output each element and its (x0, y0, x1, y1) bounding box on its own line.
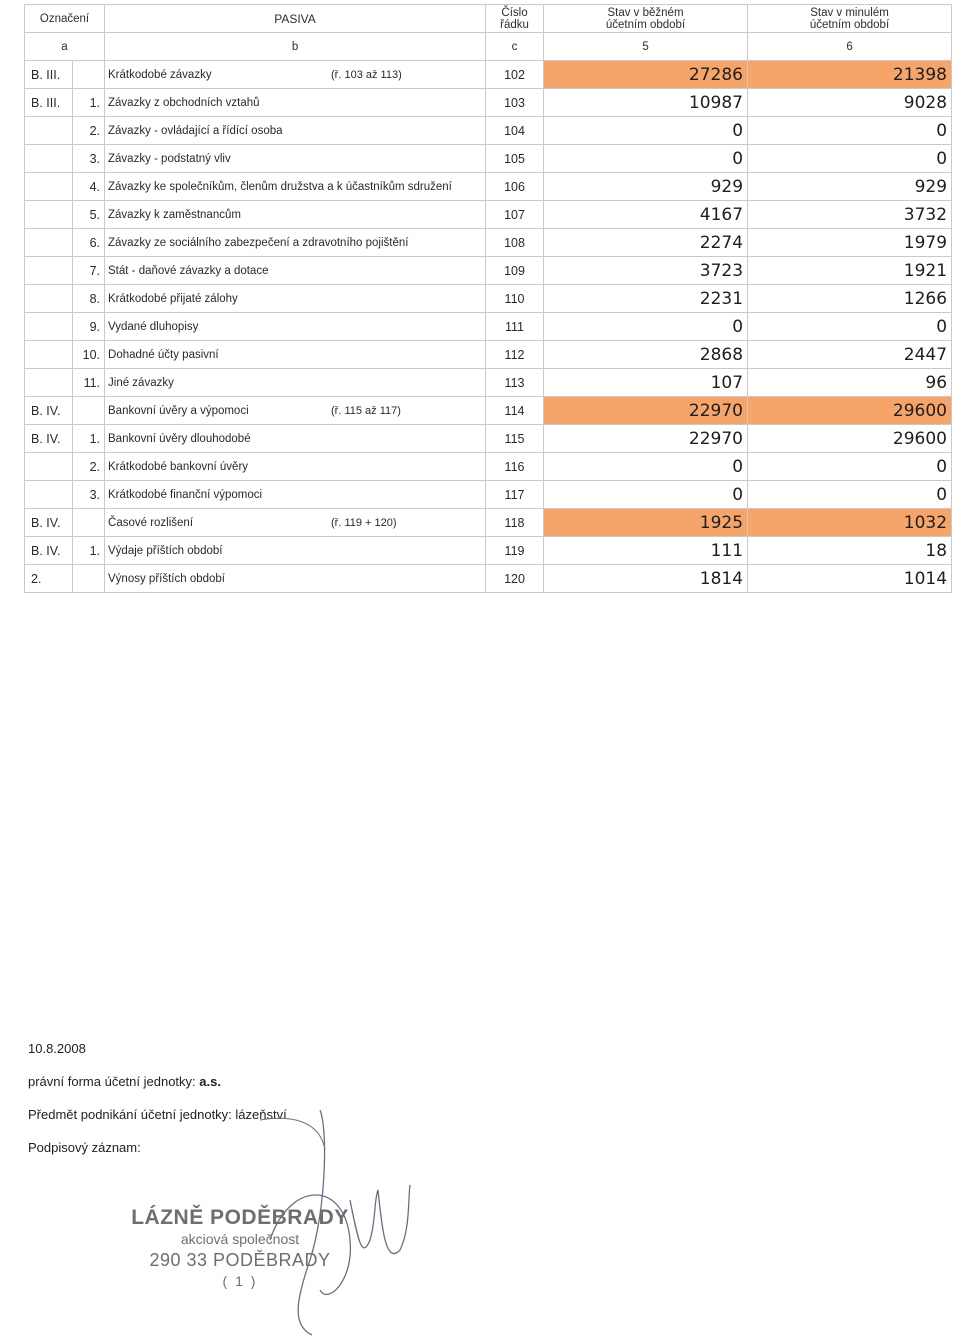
row-designation: B. IV. (25, 509, 73, 537)
row-previous-value: 29600 (748, 397, 952, 425)
row-label-text: Výdaje příštích období (108, 544, 223, 557)
header-sub-c: c (486, 33, 544, 61)
row-label (105, 257, 486, 285)
handwritten-signature (250, 1090, 430, 1340)
row-item-number (73, 565, 105, 593)
row-item-number: 10. (73, 341, 105, 369)
table-row (25, 285, 952, 313)
row-label-text: Závazky - podstatný vliv (108, 152, 231, 165)
row-previous-value: 3732 (748, 201, 952, 229)
row-current-value: 10987 (544, 89, 748, 117)
row-current-value: 0 (544, 313, 748, 341)
row-previous-value: 1266 (748, 285, 952, 313)
row-line-number: 103 (486, 89, 544, 117)
row-previous-value: 18 (748, 537, 952, 565)
row-current-value: 27286 (544, 61, 748, 89)
legal-form-label: právní forma účetní jednotky: (28, 1074, 196, 1089)
row-item-number: 3. (73, 145, 105, 173)
header-sub-6: 6 (748, 33, 952, 61)
row-label (105, 61, 486, 89)
signature-label: Podpisový záznam: (28, 1140, 141, 1155)
row-label (105, 565, 486, 593)
row-label (105, 537, 486, 565)
row-line-number: 111 (486, 313, 544, 341)
report-date: 10.8.2008 (28, 1041, 86, 1056)
row-line-number: 102 (486, 61, 544, 89)
table-row (25, 117, 952, 145)
row-previous-value: 1014 (748, 565, 952, 593)
row-label (105, 229, 486, 257)
header-row-number: Číslo řádku (486, 5, 544, 33)
row-current-value: 111 (544, 537, 748, 565)
row-previous-value: 29600 (748, 425, 952, 453)
row-designation (25, 257, 73, 285)
row-label (105, 313, 486, 341)
row-item-number (73, 397, 105, 425)
row-previous-value: 0 (748, 481, 952, 509)
table-row (25, 89, 952, 117)
row-current-value: 22970 (544, 397, 748, 425)
row-previous-value: 1032 (748, 509, 952, 537)
table-row (25, 397, 952, 425)
row-line-number: 104 (486, 117, 544, 145)
row-label (105, 369, 486, 397)
header-previous-period: Stav v minulém účetním období (748, 5, 952, 33)
row-current-value: 0 (544, 117, 748, 145)
business-subject (28, 1107, 287, 1122)
table-row (25, 453, 952, 481)
row-line-number: 118 (486, 509, 544, 537)
row-designation (25, 173, 73, 201)
row-reference: (ř. 115 až 117) (331, 404, 401, 417)
business-subject-value: lázeňství (235, 1107, 287, 1122)
stamp-line-3: 290 33 PODĚBRADY (149, 1250, 331, 1270)
row-line-number: 107 (486, 201, 544, 229)
row-designation: B. III. (25, 89, 73, 117)
table-row (25, 229, 952, 257)
row-label-text: Jiné závazky (108, 376, 174, 389)
row-line-number: 109 (486, 257, 544, 285)
row-item-number: 9. (73, 313, 105, 341)
row-label (105, 509, 486, 537)
row-designation (25, 369, 73, 397)
table-row (25, 201, 952, 229)
row-designation (25, 229, 73, 257)
row-designation (25, 453, 73, 481)
table-row (25, 509, 952, 537)
row-current-value: 4167 (544, 201, 748, 229)
row-line-number: 114 (486, 397, 544, 425)
stamp-line-2: akciová společnost (180, 1231, 300, 1247)
row-label-text: Bankovní úvěry a výpomoci (108, 404, 249, 417)
row-label (105, 397, 486, 425)
row-item-number: 4. (73, 173, 105, 201)
row-item-number: 6. (73, 229, 105, 257)
header-designation: Označení (25, 5, 105, 33)
row-label (105, 145, 486, 173)
row-designation: 2. (25, 565, 73, 593)
header-liabilities: PASIVA (105, 5, 486, 33)
row-line-number: 119 (486, 537, 544, 565)
row-designation: B. IV. (25, 397, 73, 425)
row-current-value: 1814 (544, 565, 748, 593)
stamp-line-1: LÁZNĚ PODĚBRADY (131, 1206, 349, 1229)
row-label (105, 201, 486, 229)
row-label-text: Výnosy příštích období (108, 572, 225, 585)
table-row (25, 481, 952, 509)
table-row (25, 61, 952, 89)
table-row (25, 425, 952, 453)
row-current-value: 0 (544, 453, 748, 481)
row-previous-value: 0 (748, 313, 952, 341)
row-previous-value: 21398 (748, 61, 952, 89)
row-reference: (ř. 119 + 120) (331, 516, 397, 529)
row-label (105, 285, 486, 313)
row-label (105, 425, 486, 453)
row-line-number: 115 (486, 425, 544, 453)
row-designation (25, 313, 73, 341)
row-label (105, 173, 486, 201)
row-label (105, 117, 486, 145)
row-item-number: 11. (73, 369, 105, 397)
header-sub-a: a (25, 33, 105, 61)
row-current-value: 2274 (544, 229, 748, 257)
table-row (25, 313, 952, 341)
row-line-number: 106 (486, 173, 544, 201)
row-item-number: 2. (73, 453, 105, 481)
table-row (25, 145, 952, 173)
row-current-value: 0 (544, 145, 748, 173)
row-item-number: 2. (73, 117, 105, 145)
row-previous-value: 1979 (748, 229, 952, 257)
row-designation: B. III. (25, 61, 73, 89)
row-line-number: 108 (486, 229, 544, 257)
row-label-text: Krátkodobé přijaté zálohy (108, 292, 238, 305)
table-row (25, 565, 952, 593)
row-line-number: 116 (486, 453, 544, 481)
row-designation: B. IV. (25, 537, 73, 565)
row-designation (25, 145, 73, 173)
row-item-number: 1. (73, 425, 105, 453)
row-label-text: Závazky ze sociálního zabezpečení a zdravotního pojištění (108, 236, 409, 249)
table-row (25, 537, 952, 565)
row-designation (25, 285, 73, 313)
table-row (25, 173, 952, 201)
table-row (25, 341, 952, 369)
row-previous-value: 96 (748, 369, 952, 397)
row-label-text: Krátkodobé bankovní úvěry (108, 460, 249, 473)
row-label-text: Závazky k zaměstnancům (108, 208, 241, 221)
row-line-number: 105 (486, 145, 544, 173)
row-current-value: 3723 (544, 257, 748, 285)
table-row (25, 369, 952, 397)
row-item-number: 1. (73, 537, 105, 565)
row-previous-value: 9028 (748, 89, 952, 117)
row-previous-value: 0 (748, 117, 952, 145)
row-label-text: Bankovní úvěry dlouhodobé (108, 432, 251, 445)
row-designation (25, 481, 73, 509)
row-previous-value: 1921 (748, 257, 952, 285)
row-label (105, 453, 486, 481)
row-current-value: 0 (544, 481, 748, 509)
row-item-number (73, 61, 105, 89)
row-line-number: 112 (486, 341, 544, 369)
row-label (105, 341, 486, 369)
liabilities-table (24, 4, 952, 593)
row-item-number: 5. (73, 201, 105, 229)
balance-sheet (24, 4, 948, 593)
row-designation (25, 117, 73, 145)
row-label (105, 89, 486, 117)
row-line-number: 113 (486, 369, 544, 397)
row-line-number: 120 (486, 565, 544, 593)
legal-form-value: a.s. (199, 1074, 221, 1089)
row-label-text: Závazky ke společníkům, členům družstva a k účastníkům sdružení (108, 180, 452, 193)
row-designation (25, 201, 73, 229)
row-label-text: Krátkodobé finanční výpomoci (108, 488, 263, 501)
row-current-value: 2231 (544, 285, 748, 313)
row-item-number: 7. (73, 257, 105, 285)
row-label-text: Závazky - ovládající a řídící osoba (108, 124, 283, 137)
header-subrow (25, 33, 952, 61)
row-previous-value: 2447 (748, 341, 952, 369)
table-row (25, 257, 952, 285)
row-reference: (ř. 103 až 113) (331, 68, 402, 81)
legal-form (28, 1074, 221, 1089)
row-label (105, 481, 486, 509)
row-item-number: 8. (73, 285, 105, 313)
row-previous-value: 0 (748, 453, 952, 481)
header-current-period: Stav v běžném účetním období (544, 5, 748, 33)
row-previous-value: 929 (748, 173, 952, 201)
row-designation (25, 341, 73, 369)
row-designation: B. IV. (25, 425, 73, 453)
header-row (25, 5, 952, 33)
business-subject-label: Předmět podnikání účetní jednotky: (28, 1107, 232, 1122)
row-current-value: 107 (544, 369, 748, 397)
row-previous-value: 0 (748, 145, 952, 173)
row-item-number: 3. (73, 481, 105, 509)
row-current-value: 929 (544, 173, 748, 201)
header-sub-b: b (105, 33, 486, 61)
row-current-value: 1925 (544, 509, 748, 537)
row-label-text: Vydané dluhopisy (108, 320, 199, 333)
row-line-number: 117 (486, 481, 544, 509)
stamp-line-4: ( 1 ) (222, 1273, 258, 1289)
row-item-number (73, 509, 105, 537)
row-label-text: Krátkodobé závazky (108, 68, 212, 81)
row-item-number: 1. (73, 89, 105, 117)
row-label-text: Stát - daňové závazky a dotace (108, 264, 269, 277)
header-sub-5: 5 (544, 33, 748, 61)
row-current-value: 2868 (544, 341, 748, 369)
row-line-number: 110 (486, 285, 544, 313)
row-label-text: Závazky z obchodních vztahů (108, 96, 260, 109)
row-current-value: 22970 (544, 425, 748, 453)
row-label-text: Dohadné účty pasivní (108, 348, 219, 361)
row-label-text: Časové rozlišení (108, 516, 194, 529)
table-body (25, 61, 952, 593)
